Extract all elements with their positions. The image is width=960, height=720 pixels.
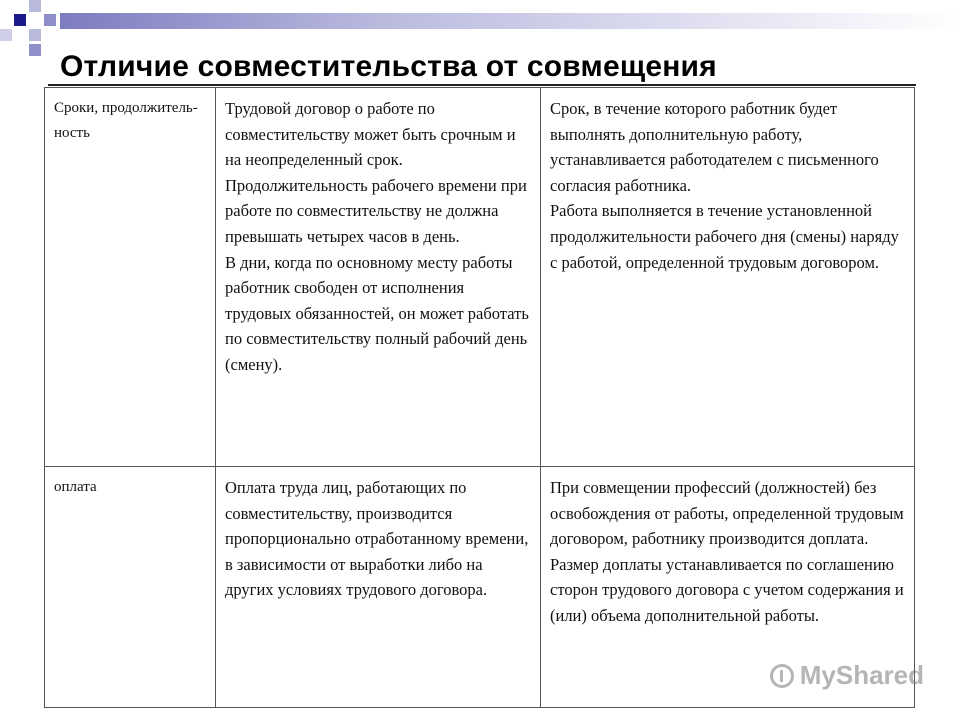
cell-paragraph: Оплата труда лиц, работающих по совместительству, производится пропорционально отработанному времени, в зависимости от выработки либо на других условиях трудового договора. [225, 478, 529, 600]
header-gradient-bar [60, 13, 960, 29]
combination-cell [541, 88, 915, 467]
deco-square-mid [44, 14, 56, 26]
comparison-table [44, 87, 915, 708]
deco-square-light [29, 29, 41, 41]
cell-paragraph: Продолжительность рабочего времени при работе по совместительству не должна превышать четырех часов в день. [225, 175, 527, 246]
cell-paragraph: Работа выполняется в течение установленной продолжительности рабочего дня (смены) наряду с работой, определенной трудовым договором. [550, 201, 899, 272]
row-label-cell [45, 467, 216, 708]
title-underline [48, 84, 916, 86]
row-label: оплата [54, 479, 97, 495]
row-label: Сроки, продолжитель-ность [54, 100, 198, 141]
cell-paragraph: При совмещении профессий (должностей) без освобождения от работы, определенной трудовым договором, работнику производится доплата. Размер доплаты устанавливается по соглашению сторон трудового договора с учетом содержания и (или) объема дополнительной работы. [550, 478, 904, 625]
deco-square-dark [14, 14, 26, 26]
deco-square-light [0, 29, 12, 41]
page-title: Отличие совместительства от совмещения [60, 50, 717, 83]
cell-paragraph: Срок, в течение которого работник будет выполнять дополнительную работу, устанавливается работодателем с письменного согласия работника. [550, 99, 879, 195]
watermark [770, 660, 924, 691]
myshared-logo-icon [770, 664, 794, 688]
watermark-text: MyShared [799, 660, 924, 690]
cell-paragraph: Трудовой договор о работе по совместительству может быть срочным и на неопределенный срок. [225, 99, 516, 170]
row-label-cell [45, 88, 216, 467]
table-row [45, 88, 915, 467]
cell-paragraph: В дни, когда по основному месту работы работник свободен от исполнения трудовых обязанностей, он может работать по совместительству полный рабочий день (смену). [225, 252, 529, 374]
parttime-cell [216, 88, 541, 467]
parttime-cell [216, 467, 541, 708]
deco-square-light [29, 0, 41, 12]
deco-square-mid [29, 44, 41, 56]
